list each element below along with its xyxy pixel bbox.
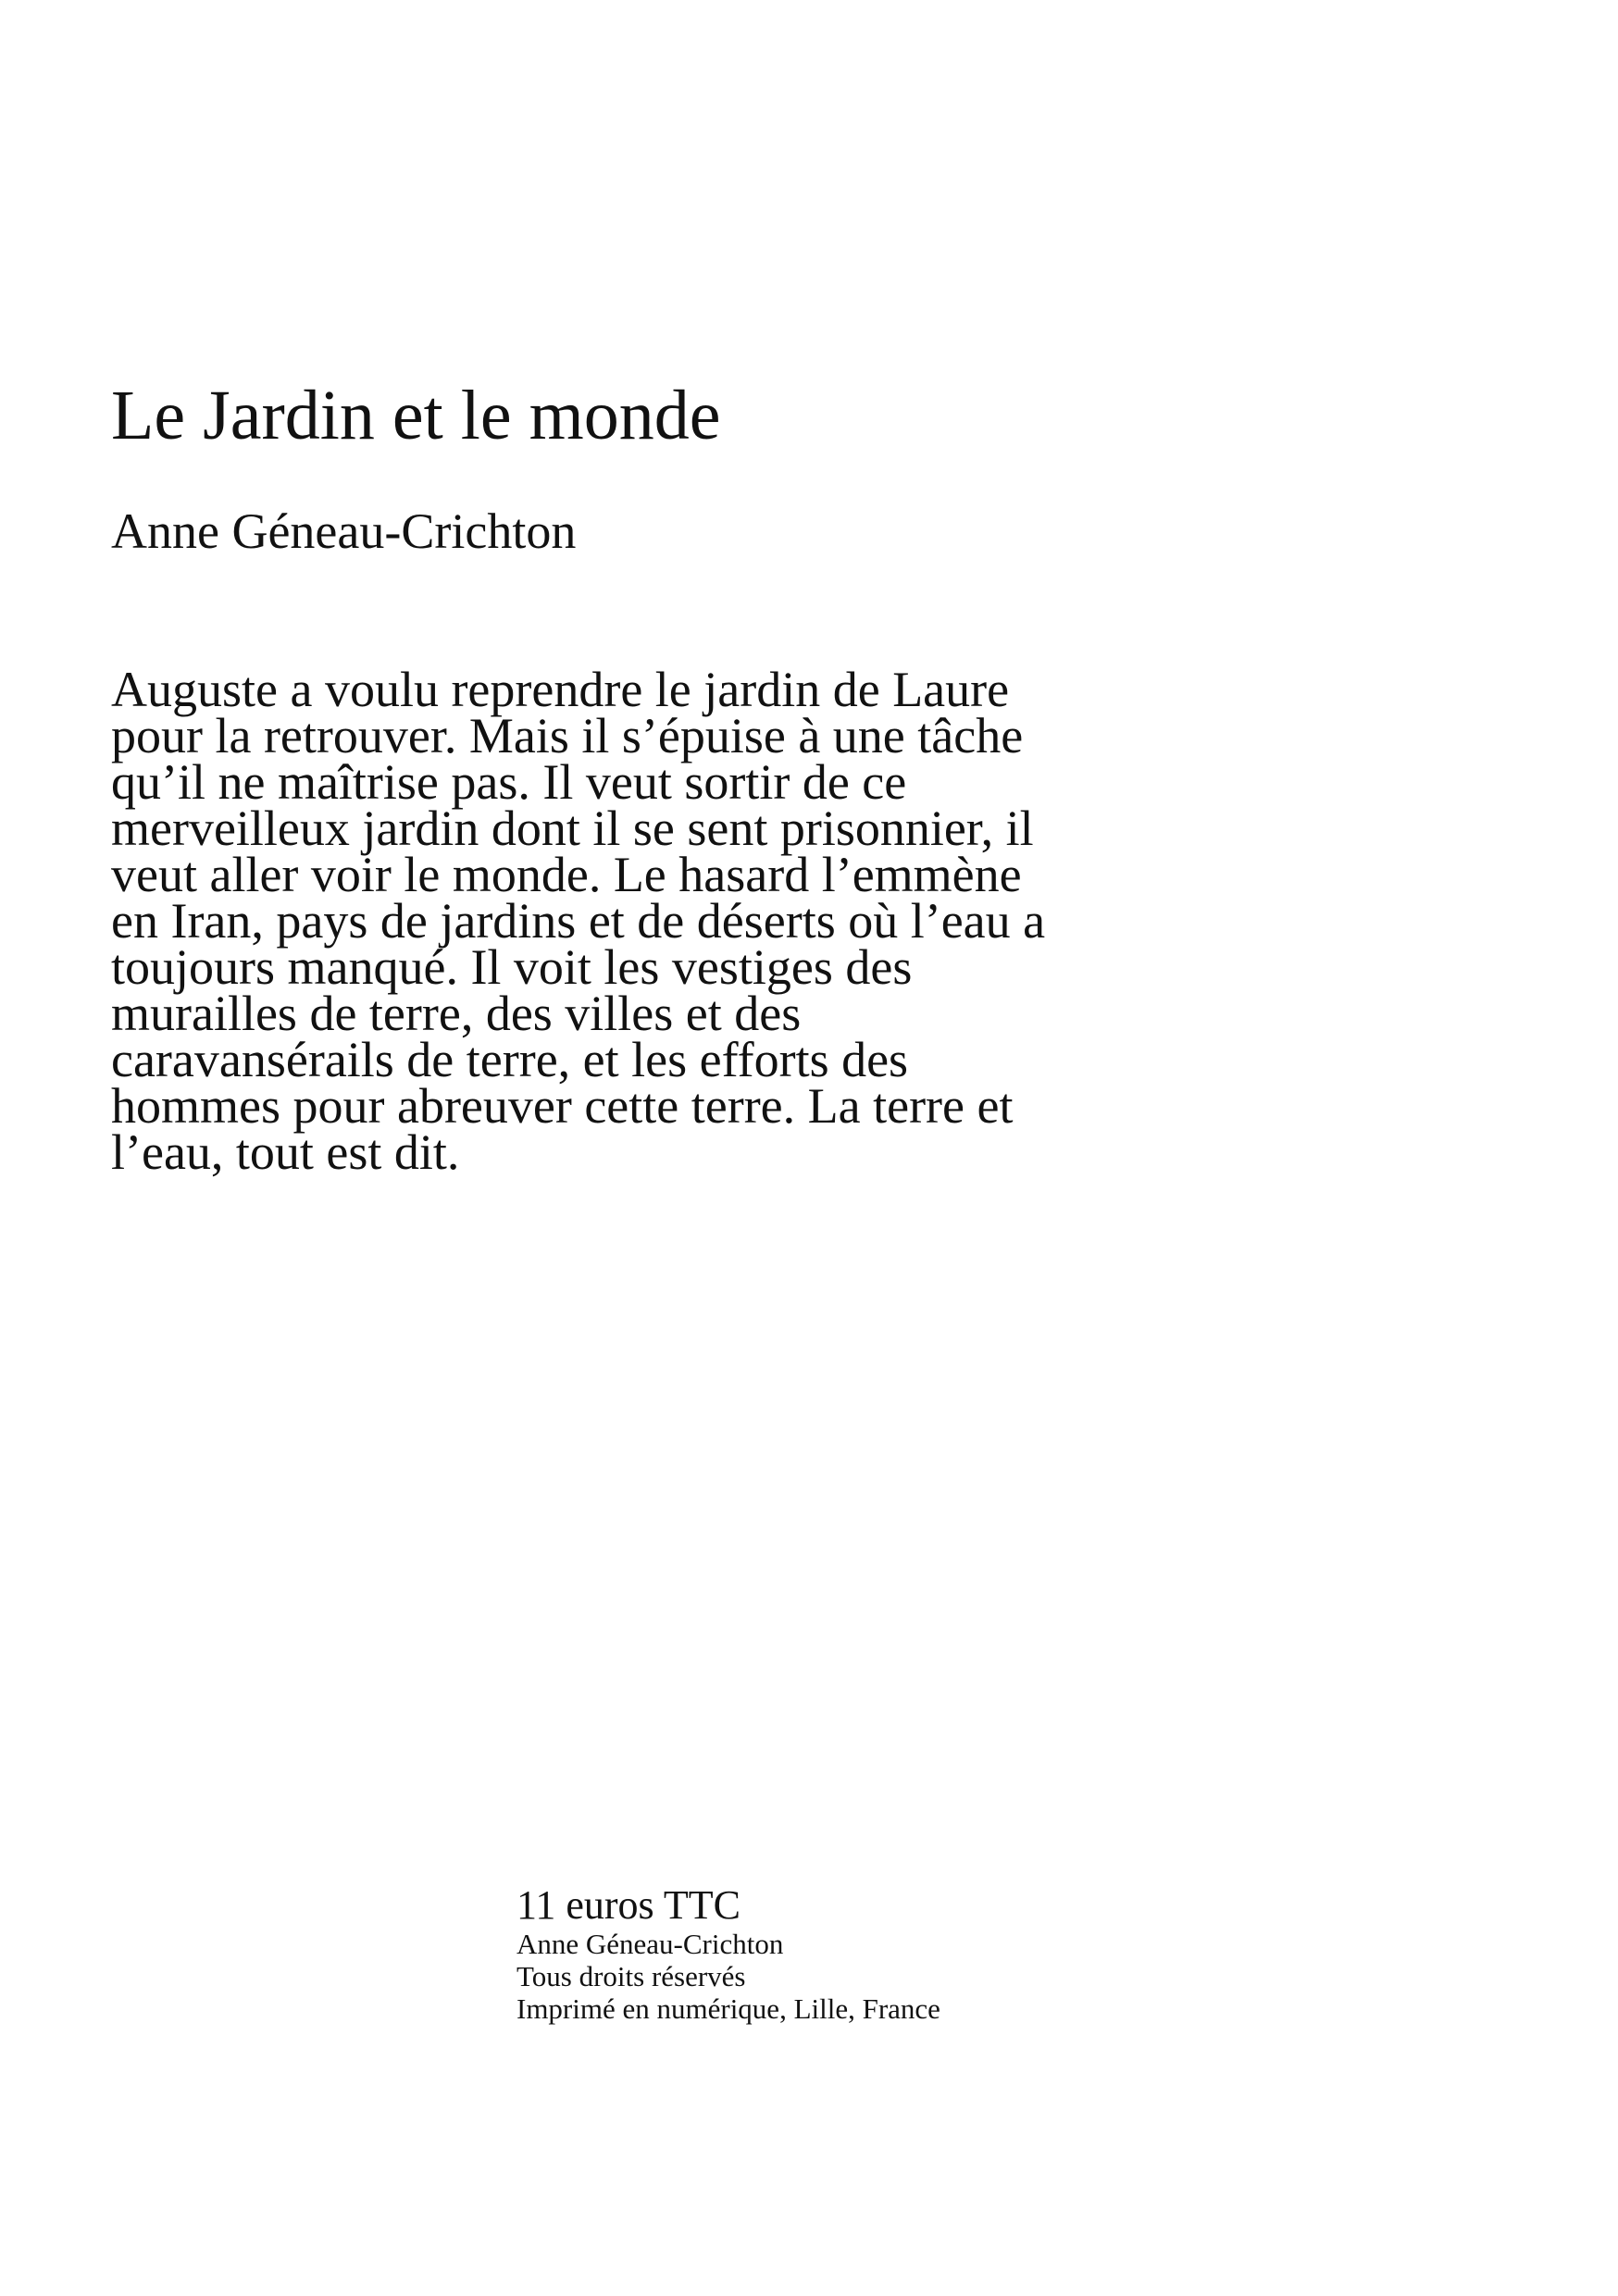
blurb-line: murailles de terre, des villes et des <box>111 986 802 1041</box>
colophon-author: Anne Géneau-Crichton <box>517 1928 784 1961</box>
blurb-line: merveilleux jardin dont il se sent prisonnier, il <box>111 800 1034 856</box>
rights-notice: Tous droits réservés <box>517 1960 746 1993</box>
blurb-line: pour la retrouver. Mais il s’épuise à une tâche <box>111 708 1024 763</box>
blurb-line: l’eau, tout est dit. <box>111 1124 460 1180</box>
blurb-line: caravansérails de terre, et les efforts des <box>111 1032 909 1087</box>
blurb-line: hommes pour abreuver cette terre. La terre et <box>111 1078 1014 1134</box>
printing-notice: Imprimé en numérique, Lille, France <box>517 1992 940 2026</box>
blurb-line: en Iran, pays de jardins et de déserts où l’eau a <box>111 893 1046 949</box>
blurb-line: toujours manqué. Il voit les vestiges des <box>111 939 913 995</box>
blurb-line: qu’il ne maîtrise pas. Il veut sortir de ce <box>111 754 907 810</box>
blurb-line: veut aller voir le monde. Le hasard l’emmène <box>111 847 1022 902</box>
blurb-line: Auguste a voulu reprendre le jardin de Laure <box>111 662 1010 717</box>
price: 11 euros TTC <box>517 1882 741 1928</box>
back-cover-blurb <box>111 662 1296 1180</box>
book-author: Anne Géneau-Crichton <box>111 503 577 559</box>
colophon <box>517 1883 940 2025</box>
book-title: Le Jardin et le monde <box>111 377 721 454</box>
